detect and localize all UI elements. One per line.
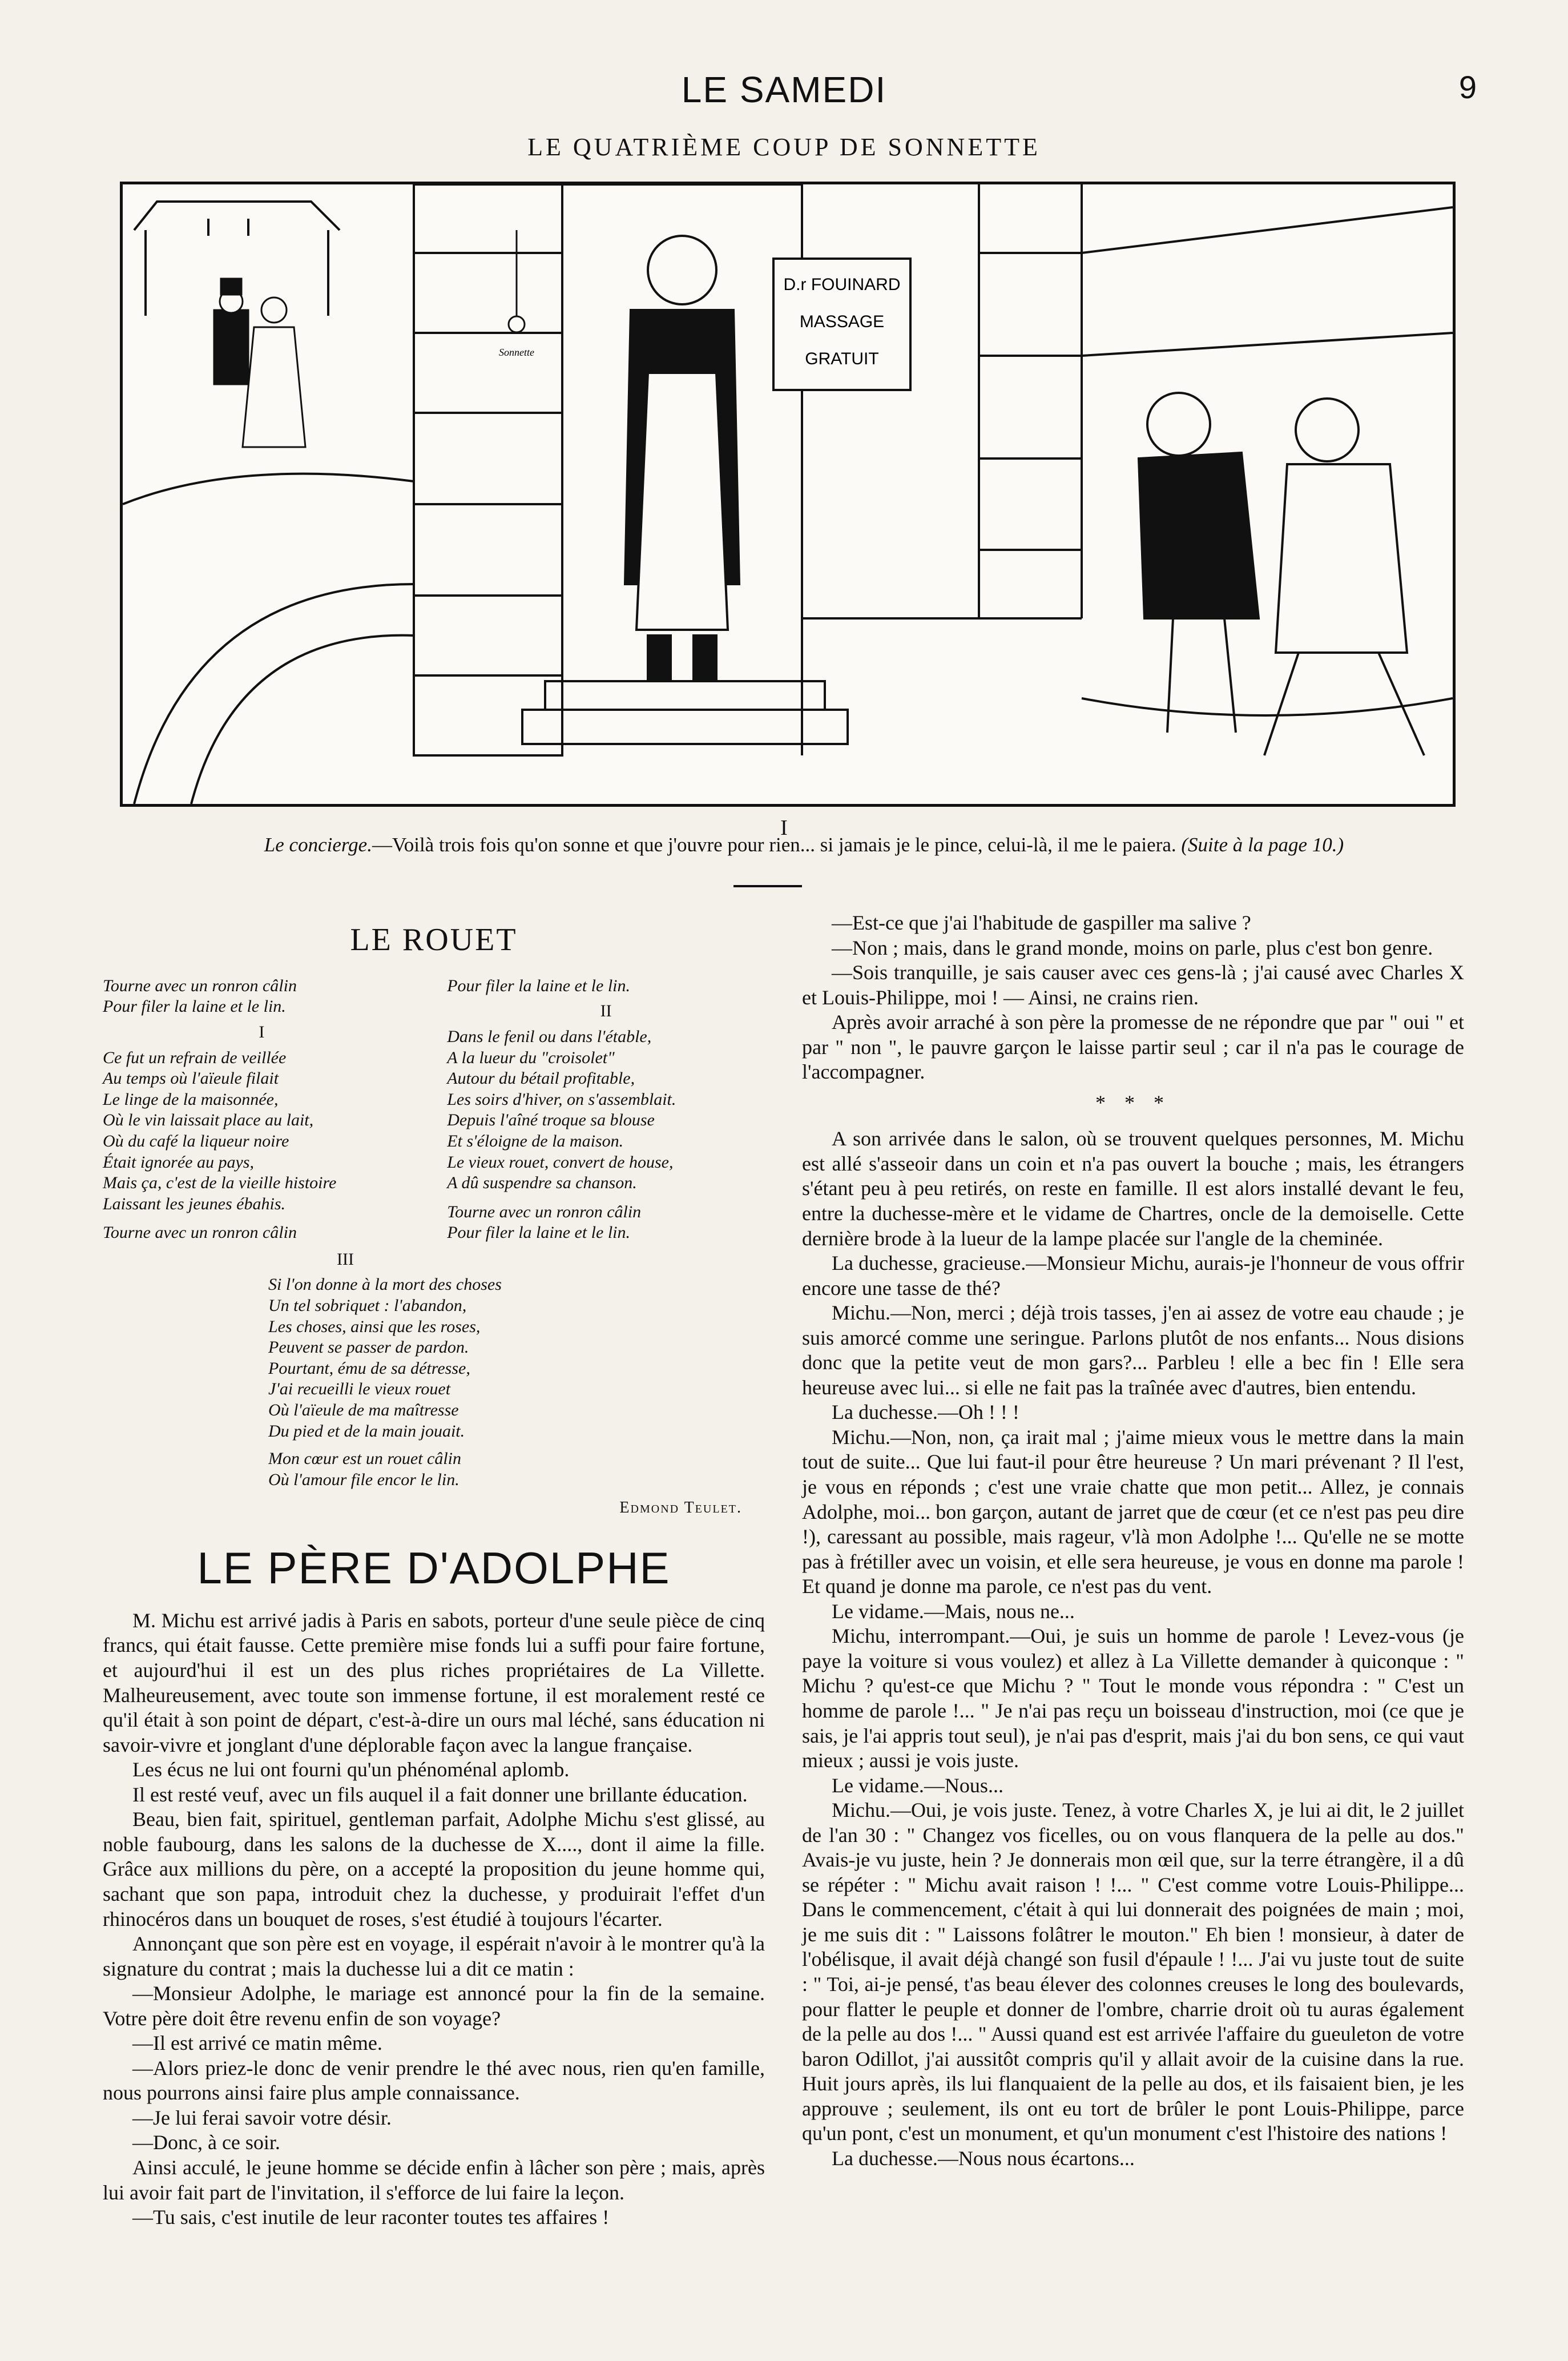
dialogue-paragraph: Michu, interrompant.—Oui, je suis un homme de parole ! Levez-vous (je paye la voiture si vous voulez) et allez à La Villette demander à quiconque : " Michu ? qu'est-ce que Michu ? " Tout le monde vous répondra : " C'est un homme de parole !... " Je n'ai pas reçu un boisseau d'instruction, moi (ce que je sais, je l'ai appris tout seul), je n'ai pas d'esprit, mais j'ai du bon sens, ce qui vaut mieux ; aussi je vois juste. xyxy=(802,1624,1464,1772)
story-paragraph: A son arrivée dans le salon, où se trouvent quelques personnes, M. Michu est allé s'asseoir dans un coin et n'a pas ouvert la bouche ; mais, les étrangers s'étant peu à peu retirés, on reste en famille. Il est alors installé devant le feu, entre la duchesse-mère et le vidame de Chartres, oncle de la demoiselle. Cette dernière brode à la lueur de la lampe placée sur l'angle de la cheminée. xyxy=(802,1127,1464,1250)
dialogue-paragraph: La duchesse.—Nous nous écartons... xyxy=(832,2146,1135,2170)
poem-line: Où le vin laissait place au lait, xyxy=(103,1111,314,1130)
story-paragraph: —Non ; mais, dans le grand monde, moins on parle, plus c'est bon genre. xyxy=(832,936,1433,959)
caption-number: I xyxy=(780,816,788,840)
poem-line: A dû suspendre sa chanson. xyxy=(447,1173,637,1193)
dialogue-paragraph: Michu.—Oui, je vois juste. Tenez, à votre Charles X, je lui ai dit, le 2 juillet de l'an 30 : " Changez vos ficelles, ou on vous flanquera de la pelle au dos." Avais-je vu juste, hein ? Je donnerais mon œil que, sur la terre étrangère, il a dû se répéter : " Michu avait raison ! !... " C'est comme votre Louis-Philippe... Dans le commencement, c'était à qui lui donnerait des poignées de main ; moi, je me suis dit : " Laissons folâtrer le mouton." Eh bien ! monsieur, à dater de l'obélisque, il avait déjà changé son fusil d'épaule ! !... J'ai vu juste tout de suite : " Toi, ai-je pensé, t'as beau élever des colonnes creuses le long des boulevards, pour flatter le peuple et donner de l'ombre, charrie droit où tu auras également de la pelle au dos !... " Aussi quand est est arrivée l'affaire du gueuleton de votre baron Odillot, j'ai aussitôt compris qu'il y allait avoir de la cuisine dans la rue. Huit jours après, ils lui flanquaient de la pelle au dos, et ils faisaient bien, je les approuve ; seulement, ils ont eu tort de brûler le pont Louis-Philippe, parce qu'un pont, c'est un monument, et qu'un monument c'est l'histoire des nations ! xyxy=(802,1799,1464,2145)
story-paragraph: —Sois tranquille, je sais causer avec ces gens-là ; j'ai causé avec Charles X et Louis-Philippe, moi ! — Ainsi, ne crains rien. xyxy=(802,961,1464,1009)
story-paragraph: —Tu sais, c'est inutile de leur raconter toutes tes affaires ! xyxy=(132,2206,610,2229)
poem-stanza-3 xyxy=(268,1249,765,1518)
poem-line: Le vieux rouet, convert de house, xyxy=(447,1152,674,1172)
poem-line: Pour filer la laine et le lin. xyxy=(447,976,630,995)
door-sign-line-1: D.r FOUINARD xyxy=(783,275,901,294)
story-paragraph: —Alors priez-le donc de venir prendre le thé avec nous, rien qu'en famille, nous pourrons ainsi faire plus ample connaissance. xyxy=(103,2056,765,2105)
stanza-number: III xyxy=(337,1249,354,1269)
poem-line: Où du café la liqueur noire xyxy=(103,1131,289,1151)
story-paragraph: Ainsi acculé, le jeune homme se décide enfin à lâcher son père ; mais, après lui avoir fait part de l'invitation, il s'efforce de lui faire la leçon. xyxy=(103,2155,765,2204)
story-paragraph: —Monsieur Adolphe, le mariage est annoncé pour la fin de la semaine. Votre père doit être revenu enfin de son voyage? xyxy=(103,1982,765,2030)
dialogue-paragraph: Le vidame.—Nous... xyxy=(832,1773,1003,1797)
poem-line: Tourne avec un ronron câlin xyxy=(103,976,297,995)
poem-line: J'ai recueilli le vieux rouet xyxy=(268,1379,451,1399)
poem-column-1 xyxy=(103,976,421,1244)
left-column xyxy=(103,911,765,2230)
cartoon-drawing xyxy=(123,184,1453,804)
caption-text: —Voilà trois fois qu'on sonne et que j'ouvre pour rien... si jamais je le pince, celui-là, il me le paiera. xyxy=(372,834,1176,856)
dialogue-paragraph: Le vidame.—Mais, nous ne... xyxy=(832,1599,1075,1623)
story-paragraph: —Je lui ferai savoir votre désir. xyxy=(132,2106,392,2129)
stanza-number: II xyxy=(600,1001,612,1021)
story-title: LE PÈRE D'ADOLPHE xyxy=(197,1542,671,1593)
story-paragraph: —Donc, à ce soir. xyxy=(132,2131,280,2154)
bell-label: Sonnette xyxy=(499,347,534,358)
dialogue-paragraph: Michu.—Non, merci ; déjà trois tasses, j'en ai assez de votre eau chaude ; je suis amorcé comme une seringue. Parlons plutôt de nos enfants... Nous disions donc que la petite veut de mon gars?... Parbleu ! elle a bec fin ! Elle sera heureuse avec lui... si elle ne fait pas la traînée avec d'autres, bien entendu. xyxy=(802,1301,1464,1399)
poem-line: Laissant les jeunes ébahis. xyxy=(103,1194,285,1213)
poem-line: Si l'on donne à la mort des choses xyxy=(268,1275,502,1294)
poem-line: Pourtant, ému de sa détresse, xyxy=(268,1358,470,1378)
poem-line: Où l'amour file encor le lin. xyxy=(268,1470,459,1489)
poem-line: Tourne avec un ronron câlin xyxy=(447,1202,642,1221)
story-paragraph: Il est resté veuf, avec un fils auquel il a fait donner une brillante éducation. xyxy=(132,1783,748,1806)
story-paragraph: —Est-ce que j'ai l'habitude de gaspiller ma salive ? xyxy=(832,911,1251,934)
story-paragraph: M. Michu est arrivé jadis à Paris en sabots, porteur d'une seule pièce de cinq francs, qui était fausse. Cette première mise fonds lui a suffi pour faire fortune, et aujourd'hui il est un des plus riches propriétaires de La Villette. Malheureusement, avec toute son immense fortune, il est moralement resté ce qu'il était à son point de départ, c'est-à-dire un ours mal léché, sans éducation ni savoir-vivre et jonglant d'une déplorable façon avec la langue française. xyxy=(103,1608,765,1756)
poem-line: Était ignorée au pays, xyxy=(103,1152,254,1172)
poem-line: Le linge de la maisonnée, xyxy=(103,1089,279,1109)
section-divider xyxy=(733,885,802,887)
illustration-title: LE QUATRIÈME COUP DE SONNETTE xyxy=(527,133,1041,161)
poem-line: Pour filer la laine et le lin. xyxy=(447,1223,630,1242)
poem-line: Mon cœur est un rouet câlin xyxy=(268,1449,462,1469)
poem-line: Depuis l'aîné troque sa blouse xyxy=(447,1111,655,1130)
section-separator: * * * xyxy=(1095,1091,1171,1114)
poem-line: Mais ça, c'est de la vieille histoire xyxy=(103,1173,337,1193)
poem-line: Pour filer la laine et le lin. xyxy=(103,997,286,1016)
poem-line: Peuvent se passer de pardon. xyxy=(268,1338,469,1357)
poem-line: Les choses, ainsi que les roses, xyxy=(268,1317,481,1336)
story-paragraph: Les écus ne lui ont fourni qu'un phénoménal aplomb. xyxy=(132,1758,570,1781)
cartoon-illustration xyxy=(120,182,1456,807)
journal-title: LE SAMEDI xyxy=(681,69,887,110)
poem-line: Les soirs d'hiver, on s'assemblait. xyxy=(447,1089,676,1109)
caption-continued-note: (Suite à la page 10.) xyxy=(1181,834,1344,856)
poem-line: A la lueur du "croisolet" xyxy=(447,1048,615,1067)
poem-line: Ce fut un refrain de veillée xyxy=(103,1048,287,1067)
poem-line: Où l'aïeule de ma maîtresse xyxy=(268,1401,459,1420)
poem-line: Au temps où l'aïeule filait xyxy=(103,1069,279,1088)
right-column xyxy=(802,911,1464,2171)
page-number: 9 xyxy=(1458,69,1477,105)
door-sign-line-2: MASSAGE xyxy=(799,312,885,331)
poem-line: Et s'éloigne de la maison. xyxy=(447,1131,624,1151)
caption-speaker: Le concierge. xyxy=(264,834,372,856)
poem xyxy=(103,976,765,1518)
poem-line: Dans le fenil ou dans l'étable, xyxy=(447,1027,652,1046)
door-sign-line-3: GRATUIT xyxy=(805,349,879,368)
story-paragraph: —Il est arrivé ce matin même. xyxy=(132,2032,382,2055)
poem-column-2 xyxy=(447,976,765,1244)
dialogue-paragraph: Michu.—Non, non, ça irait mal ; j'aime mieux vous le mettre dans la main tout de suite... Que lui faut-il pour être heureuse ? Un mari prévenant ? Il l'est, je vous en réponds ; c'est une vraie chatte que mon petit... Allez, je connais Adolphe, moi... bon garçon, autant de jarret que de cœur (et ce n'est pas peu dire !), caressant au possible, mais rageur, v'là mon Adolphe !... Qu'elle ne se motte pas à frétiller avec un voisin, et elle sera heureuse, je vous en donne ma parole ! Et quand je donne ma parole, ce n'est pas du vent. xyxy=(802,1425,1464,1598)
dialogue-paragraph: La duchesse, gracieuse.—Monsieur Michu, aurais-je l'honneur de vous offrir encore une tasse de thé? xyxy=(802,1252,1464,1300)
illustration-caption xyxy=(171,834,1437,856)
poem-line: Du pied et de la main jouait. xyxy=(268,1421,465,1441)
dialogue-paragraph: La duchesse.—Oh ! ! ! xyxy=(832,1401,1019,1424)
poem-title: LE ROUET xyxy=(350,922,518,958)
poem-line: Autour du bétail profitable, xyxy=(447,1069,635,1088)
story-paragraph: Beau, bien fait, spirituel, gentleman parfait, Adolphe Michu s'est glissé, au noble faubourg, dans les salons de la duchesse de X...., dont il aime la fille. Grâce aux millions du père, on a accepté la proposition du jeune homme qui, sachant que son papa, introduit chez la duchesse, y produirait l'effet d'un rhinocéros dans un bouquet de roses, s'est étudié à toujours l'écarter. xyxy=(103,1808,765,1930)
stanza-number: I xyxy=(259,1022,265,1041)
poem-author: Edmond Teulet. xyxy=(619,1499,742,1517)
story-paragraph: Après avoir arraché à son père la promesse de ne répondre que par " oui " et par " non ", le pauvre garçon le laisse partir seul ; car il n'a pas le courage de l'accompagner. xyxy=(802,1011,1464,1084)
story-paragraph: Annonçant que son père est en voyage, il espérait n'avoir à le montrer qu'à la signature du contrat ; mais la duchesse lui a dit ce matin : xyxy=(103,1932,765,1980)
poem-line: Tourne avec un ronron câlin xyxy=(103,1223,297,1242)
poem-line: Un tel sobriquet : l'abandon, xyxy=(268,1296,467,1316)
